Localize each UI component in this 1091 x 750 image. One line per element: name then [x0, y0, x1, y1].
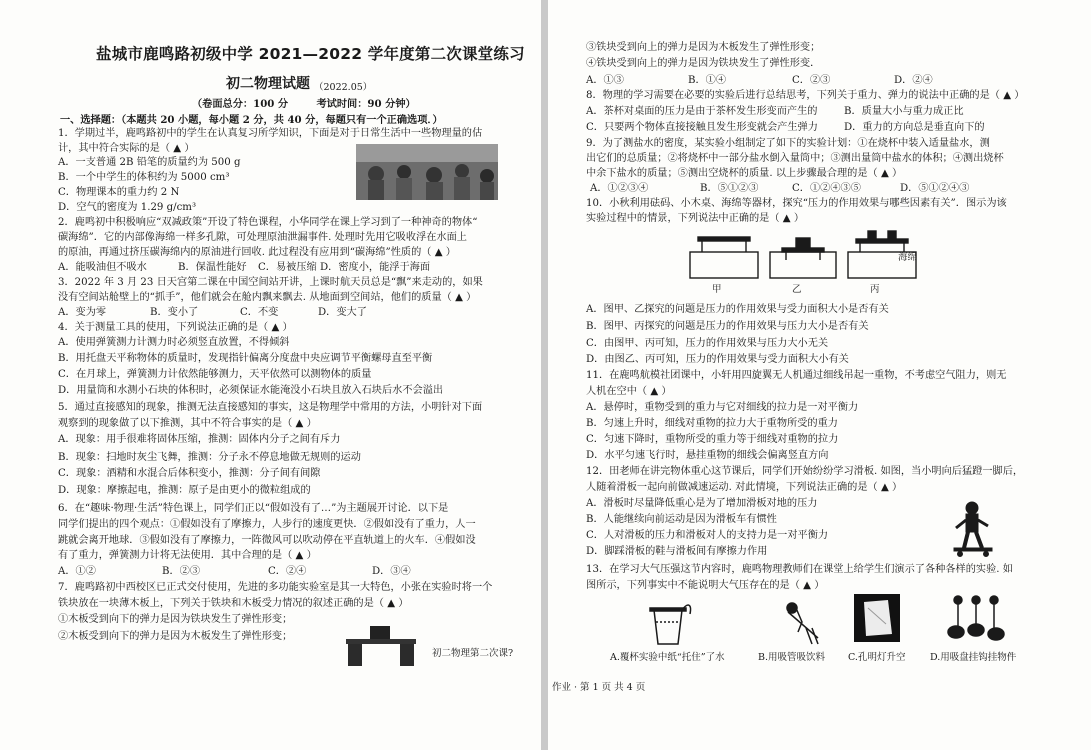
q9-option-b: B．⑤①②③: [700, 183, 759, 194]
q7-line-3: ①木板受到向下的弹力是因为铁块发生了弹性形变；: [58, 614, 293, 625]
q2-option-b: B．保温性能好: [178, 262, 247, 273]
q6-line-3: 跳就会离开地球．③假如没有了摩擦力，一阵微风可以吹动停在平直轨道上的火车．④假如没: [58, 535, 476, 546]
q7-line-4: ②木板受到向下的弹力是因为木板发生了弹性形变；: [58, 631, 293, 642]
q7-figure: [340, 624, 422, 668]
q10-option-c: C．由图甲、丙可知，压力的作用效果与压力大小无关: [586, 338, 829, 349]
q12-option-b: B．人能继续向前运动是因为滑板车有惯性: [586, 514, 777, 525]
q6-option-c: C．②④: [268, 566, 307, 577]
q1-option-a: A．一支普通 2B 铅笔的质量约为 500 g: [58, 157, 241, 168]
q3-line-2: 没有空间站舱壁上的“抓手”，他们就会在舱内飘来飘去. 从地面到空间站，他们的质量（ ▲ ）: [58, 292, 477, 303]
q12-line-2: 人随着滑板一起向前做减速运动. 对此情境，下列说法正确的是（ ▲ ）: [586, 482, 903, 493]
q4-stem: 4．关于测量工具的使用，下列说法正确的是（ ▲ ）: [58, 322, 293, 333]
q9-line-1: 9．为了测盐水的密度，某实验小组制定了如下的实验计划：①在烧杯中装入适量盐水，测: [586, 138, 990, 149]
q8-option-d: D．重力的方向总是垂直向下的: [844, 122, 985, 133]
q9-line-2: 出它们的总质量；②将烧杯中一部分盐水倒入量筒中；③测出量筒中盐水的体积；④测出烧杯: [586, 153, 1004, 164]
exam-subtitle: 初二物理试题: [226, 76, 310, 92]
q7-line-5: ③铁块受到向上的弹力是因为木板发生了弹性形变；: [586, 42, 821, 53]
q11-line-1: 11．在鹿鸣航模社团课中，小轩用四旋翼无人机通过细线吊起一重物，不考虑空气阻力，则无: [586, 370, 1007, 381]
q4-option-d: D．用量筒和水测小石块的体积时，必须保证水能淹没小石块且放入石块后水不会溢出: [58, 385, 444, 396]
q9-option-a: A．①②③④: [590, 183, 649, 194]
q2-option-d: D．密度小，能浮于海面: [320, 262, 431, 273]
q3-option-c: C．不变: [240, 307, 279, 318]
q8-option-b: B．质量大小与重力成正比: [844, 106, 964, 117]
q10-figure: [688, 230, 928, 282]
q13-option-d: D.用吸盘挂钩挂物件: [930, 652, 1017, 663]
q6-line-4: 有了重力，弹簧测力计将无法使用．其中合理的是（ ▲ ）: [58, 550, 317, 561]
q6-line-1: 6．在“趣味·物理·生活”特色课上，同学们正以“假如没有了…”为主题展开讨论．以下是: [58, 503, 449, 514]
q8-option-c: C．只要两个物体直接接触且发生形变就会产生弹力: [586, 122, 818, 133]
q1-line-2: 计，其中符合实际的是（ ▲ ）: [58, 143, 195, 154]
q7-line-2: 铁块放在一块薄木板上，下列关于铁块和木板受力情况的叙述正确的是（ ▲ ）: [58, 598, 409, 609]
q2-option-c: C．易被压缩: [258, 262, 317, 273]
q7-line-6: ④铁块受到向上的弹力是因为铁块发生了弹性形变．: [586, 58, 821, 69]
q13-line-1: 13．在学习大气压强这节内容时，鹿鸣物理教师们在课堂上给学生们演示了各种各样的实验. 如: [586, 564, 1013, 575]
q11-option-b: B．匀速上升时，细线对重物的拉力大于重物所受的重力: [586, 418, 838, 429]
q13-line-2: 图所示，下列事实中不能说明大气压存在的是（ ▲ ）: [586, 580, 825, 591]
q13-fig-b: [778, 598, 828, 648]
q3-option-d: D．变大了: [318, 307, 367, 318]
q11-option-d: D．水平匀速飞行时，悬挂重物的细线会偏离竖直方向: [586, 450, 829, 461]
q9-line-3: 中余下盐水的质量；⑤测出空烧杯的质量. 以上步骤最合理的是（ ▲ ）: [586, 168, 903, 179]
q6-line-2: 同学们提出的四个观点：①假如没有了摩擦力，人步行的速度更快．②假如没有了重力，人一: [58, 519, 476, 530]
section-title: 一、选择题：（本题共 20 小题，每小题 2 分，共 40 分，每题只有一个正确选项．）: [60, 114, 443, 126]
q10-option-d: D．由图乙、丙可知，压力的作用效果与受力面积大小有关: [586, 354, 849, 365]
q12-line-1: 12．田老师在讲完物体重心这节课后，同学们开始纷纷学习滑板. 如图，当小明向后猛蹬一脚后，: [586, 466, 1024, 477]
q4-option-b: B．用托盘天平称物体的质量时，发现指针偏离分度盘中央应调节平衡螺母直至平衡: [58, 353, 433, 364]
q8-stem: 8．物理的学习需要在必要的实验后进行总结思考，下列关于重力、弹力的说法中正确的是（ ▲ ）: [586, 90, 1025, 101]
q8-option-a: A．茶杯对桌面的压力是由于茶杯发生形变而产生的: [586, 106, 818, 117]
q6-option-d: D．③④: [372, 566, 411, 577]
left-footer: 初二物理第二次课?: [432, 648, 514, 659]
q9-option-d: D．⑤①②④③: [900, 183, 970, 194]
score-info: （卷面总分：100 分 考试时间：90 分钟）: [192, 98, 416, 110]
exam-date: （2022.05）: [314, 82, 373, 93]
q10-option-a: A．图甲、乙探究的问题是压力的作用效果与受力面积大小是否有关: [586, 304, 889, 315]
q2-option-a: A．能吸油但不吸水: [58, 262, 147, 273]
q3-option-b: B．变小了: [150, 307, 199, 318]
q5-line-2: 观察到的现象做了以下推测，其中不符合事实的是（ ▲ ）: [58, 418, 317, 429]
left-page: [0, 0, 541, 750]
fig-label-jia: 甲: [712, 284, 722, 295]
q7-option-d: D．②④: [894, 75, 933, 86]
q12-option-d: D．脚踩滑板的鞋与滑板间有摩擦力作用: [586, 546, 768, 557]
q1-option-c: C．物理课本的重力约 2 N: [58, 187, 180, 198]
q13-option-b: B.用吸管吸饮料: [758, 652, 826, 663]
page-gutter: [541, 0, 548, 750]
q11-option-a: A．悬停时，重物受到的重力与它对细线的拉力是一对平衡力: [586, 402, 859, 413]
right-page: [548, 0, 1091, 750]
skateboard-figure: [948, 500, 998, 558]
q5-option-c: C．现象：酒精和水混合后体积变小，推测：分子间有间隙: [58, 468, 321, 479]
q10-option-b: B．图甲、丙探究的问题是压力的作用效果与压力大小是否有关: [586, 321, 869, 332]
q1-option-b: B．一个中学生的体积约为 5000 cm³: [58, 172, 230, 183]
page-footer: 作业 · 第 1 页 共 4 页: [552, 682, 646, 693]
q5-line-1: 5．通过直接感知的现象，推测无法直接感知的事实，这是物理学中常用的方法，小明针对下面: [58, 402, 483, 413]
q6-option-a: A．①②: [58, 566, 96, 577]
q13-fig-c: [854, 594, 900, 642]
q10-line-2: 实验过程中的情景，下列说法中正确的是（ ▲ ）: [586, 213, 805, 224]
q2-line-3: 的原油，再通过挤压碳海绵内的原油进行回收. 此过程没有应用到“碳海绵”性质的（ ▲ ）: [58, 247, 456, 258]
fig-label-sponge: 海绵: [898, 252, 918, 263]
q9-option-c: C．①②④③⑤: [792, 183, 861, 194]
q2-line-2: 碳海绵”．它的内部像海绵一样多孔隙，可处理原油泄漏事件. 处理时先用它吸收浮在水面上: [58, 232, 467, 243]
q13-option-c: C.孔明灯升空: [848, 652, 906, 663]
q6-option-b: B．②③: [162, 566, 201, 577]
q7-option-a: A．①③: [586, 75, 624, 86]
q1-option-d: D．空气的密度为 1.29 g/cm³: [58, 202, 197, 213]
fig-label-bing: 丙: [870, 284, 880, 295]
q3-line-1: 3．2022 年 3 月 23 日天宫第二课在中国空间站开讲，上课时航天员总是“飘”来走动的，如果: [58, 277, 483, 288]
q4-option-a: A．使用弹簧测力计测力时必须竖直放置，不得倾斜: [58, 337, 290, 348]
exam-title: 盐城市鹿鸣路初级中学 2021—2022 学年度第二次课堂练习: [96, 45, 525, 63]
q7-line-1: 7．鹿鸣路初中西校区已正式交付使用，先进的多功能实验室是其一大特色，小张在实验时将一个: [58, 582, 493, 593]
q1-photo: [356, 144, 498, 200]
q13-fig-a: [638, 600, 698, 648]
fig-label-yi: 乙: [792, 284, 802, 295]
q5-option-d: D．现象：摩擦起电，推测：原子是由更小的微粒组成的: [58, 485, 311, 496]
q12-option-c: C．人对滑板的压力和滑板对人的支持力是一对平衡力: [586, 530, 829, 541]
q13-fig-d: [942, 594, 1012, 646]
q4-option-c: C．在月球上，弹簧测力计依然能够测力，天平依然可以测物体的质量: [58, 369, 372, 380]
q12-option-a: A．滑板时尽量降低重心是为了增加滑板对地的压力: [586, 498, 818, 509]
q2-line-1: 2．鹿鸣初中积极响应“双减政策”开设了特色课程，小华同学在课上学习到了一种神奇的物体“: [58, 217, 478, 228]
q11-option-c: C．匀速下降时，重物所受的重力等于细线对重物的拉力: [586, 434, 839, 445]
q7-option-b: B．①④: [688, 75, 727, 86]
q7-option-c: C．②③: [792, 75, 831, 86]
q13-option-a: A.覆杯实验中纸“托住”了水: [610, 652, 725, 663]
q5-option-a: A．现象：用手很难将固体压缩，推测：固体内分子之间有斥力: [58, 434, 341, 445]
q1-line-1: 1．学期过半，鹿鸣路初中的学生在认真复习所学知识，下面是对于日常生活中一些物理量的估: [58, 128, 483, 139]
q5-option-b: B．现象：扫地时灰尘飞舞，推测：分子永不停息地做无规则的运动: [58, 452, 361, 463]
q10-line-1: 10．小秋利用砝码、小木桌、海绵等器材，探究“压力的作用效果与哪些因素有关”．图示为该: [586, 198, 1007, 209]
q3-option-a: A．变为零: [58, 307, 107, 318]
q11-line-2: 人机在空中（ ▲ ）: [586, 386, 672, 397]
